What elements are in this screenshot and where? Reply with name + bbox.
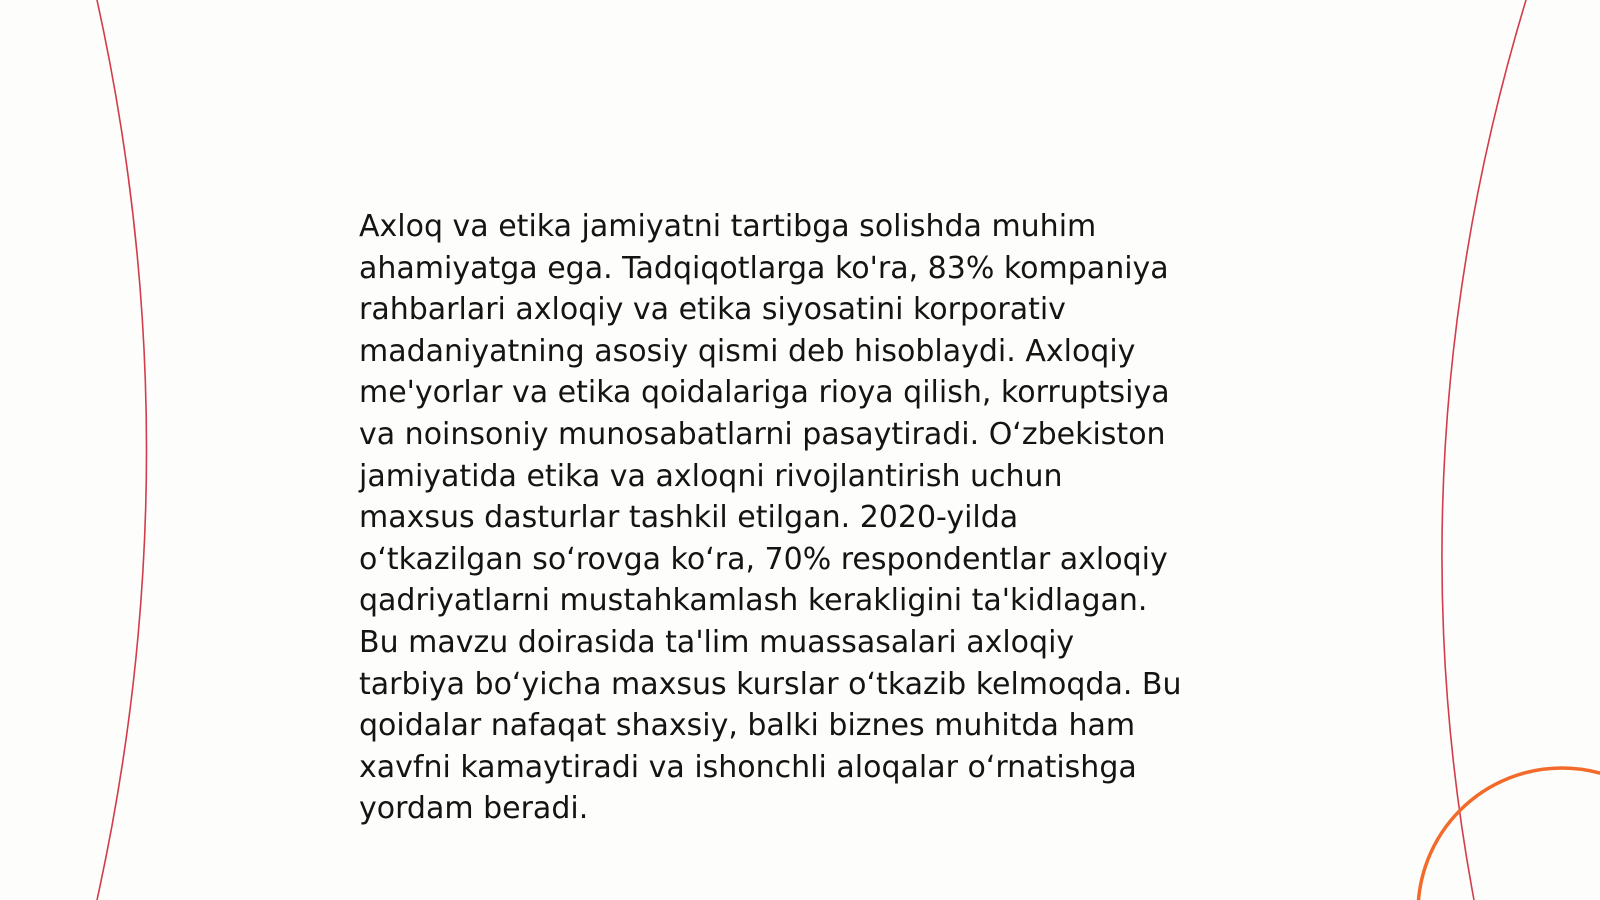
left-curve-line — [97, 0, 147, 900]
main-paragraph: Axloq va etika jamiyatni tartibga solishda muhim ahamiyatga ega. Tadqiqotlarga ko'ra, 83% kompaniya rahbarlari axloqiy va etika siyosatini korporativ madaniyatning asosiy qismi deb hisoblaydi. Axloqiy me'yorlar va etika qoidalariga rioya qilish, korruptsiya va noinsoniy munosabatlarni pasaytiradi. O‘zbekiston jamiyatida etika va axloqni rivojlantirish uchun maxsus dasturlar tashkil etilgan. 2020-yilda o‘tkazilgan so‘rovga ko‘ra, 70% respondentlar axloqiy qadriyatlarni mustahkamlash kerakligini ta'kidlagan. Bu mavzu doirasida ta'lim muassasalari axloqiy tarbiya bo‘yicha maxsus kurslar o‘tkazib kelmoqda. Bu qoidalar nafaqat shaxsiy, balki biznes muhitda ham xavfni kamaytiradi va ishonchli aloqalar o‘rnatishga yordam beradi. — [359, 209, 1182, 827]
right-curve-line — [1442, 0, 1526, 900]
orange-arc — [1418, 768, 1600, 900]
